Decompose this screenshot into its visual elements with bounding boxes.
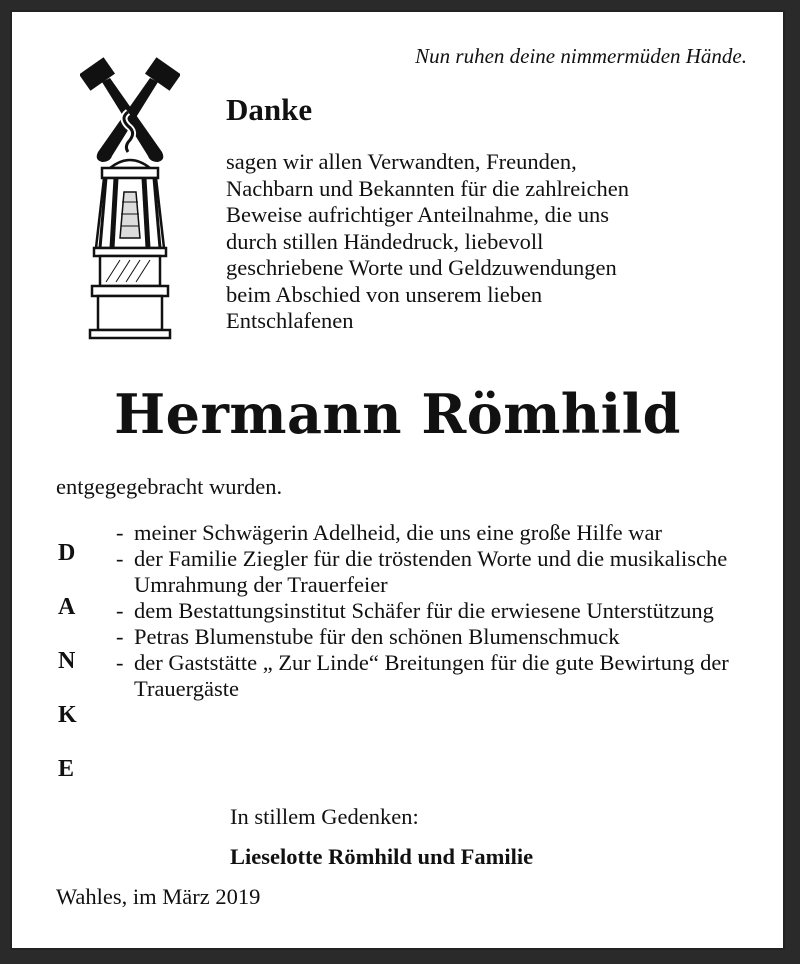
- family-signature: Lieselotte Römhild und Familie: [230, 844, 534, 869]
- item-dash: -: [116, 520, 124, 545]
- acrostic-letter: N: [58, 648, 76, 674]
- acrostic-letter: A: [58, 594, 76, 620]
- acrostic-item: [116, 598, 736, 624]
- after-name-text: entgegegebracht wurden.: [56, 474, 283, 499]
- acrostic-item: [116, 546, 736, 598]
- item-text: Petras Blumenstube für den schönen Blumenschmuck: [134, 624, 620, 649]
- acrostic-items: [116, 520, 736, 702]
- acrostic-letter: E: [58, 756, 75, 782]
- acrostic-letter: K: [58, 702, 77, 728]
- deceased-name: Hermann Römhild: [114, 382, 681, 446]
- acrostic-item: [116, 650, 736, 702]
- item-dash: -: [116, 624, 124, 649]
- item-text: meiner Schwägerin Adelheid, die uns eine große Hilfe war: [134, 520, 662, 545]
- item-text: dem Bestattungsinstitut Schäfer für die erwiesene Unterstützung: [134, 598, 714, 623]
- place-and-date: Wahles, im März 2019: [56, 884, 261, 909]
- item-dash: -: [116, 546, 124, 571]
- item-text: der Familie Ziegler für die tröstenden Worte und die musikalische Umrahmung der Trauerfeier: [134, 546, 728, 597]
- acrostic-letter: D: [58, 540, 76, 566]
- miners-hammers-and-lamp-icon: [80, 52, 180, 342]
- motto: Nun ruhen deine nimmermüden Hände.: [415, 44, 747, 68]
- heading-danke: Danke: [226, 92, 313, 127]
- item-dash: -: [116, 598, 124, 623]
- item-dash: -: [116, 650, 124, 675]
- intro-text: sagen wir allen Verwandten, Freunden, Nachbarn und Bekannten für die zahlreichen Beweise aufrichtiger Anteilnahme, die uns durch stillen Händedruck, liebevoll geschriebene Worte und Geldzuwendungen beim Abschied von unserem lieben Entschlafenen: [226, 149, 629, 333]
- item-text: der Gaststätte „ Zur Linde“ Breitungen für die gute Bewirtung der Trauergäste: [134, 650, 729, 701]
- acrostic-item: [116, 624, 736, 650]
- obituary-card: [10, 10, 785, 950]
- acrostic-letters: [58, 541, 88, 811]
- closing-line: In stillem Gedenken:: [230, 804, 419, 829]
- acrostic-item: [116, 520, 736, 546]
